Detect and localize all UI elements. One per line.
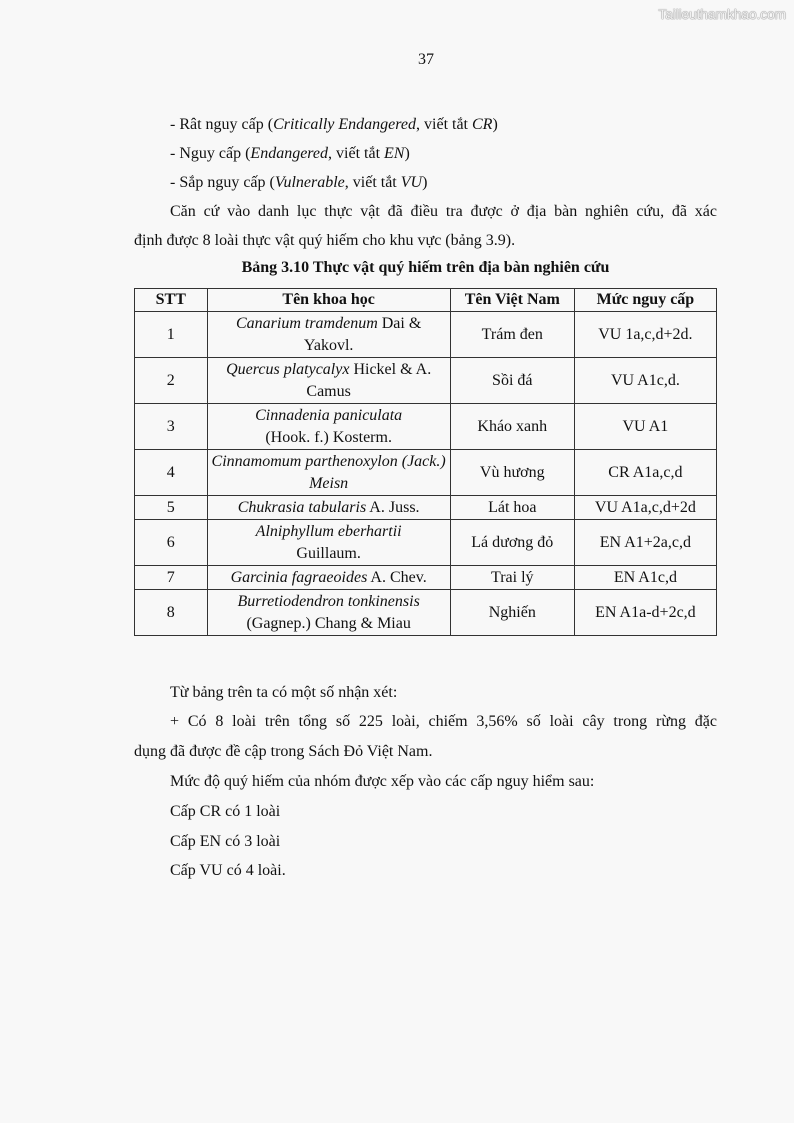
cell-scientific-name: [207, 358, 450, 404]
header-vietnamese-name: Tên Việt Nam: [450, 289, 574, 312]
author: Hickel & A. Camus: [306, 360, 432, 400]
text: ): [404, 145, 410, 162]
text: , viết tắt: [328, 145, 385, 162]
page-number: 37: [418, 51, 434, 68]
remarks-levels-intro: Mức độ quý hiếm của nhóm được xếp vào các cấp nguy hiểm sau:: [170, 773, 595, 790]
remarks-cr-count: Cấp CR có 1 loài: [170, 803, 281, 820]
species: Cinnadenia paniculata: [255, 406, 403, 424]
text: ): [492, 116, 498, 133]
cell-stt: 3: [135, 404, 208, 450]
watermark: Tailieuthamkhao.com: [658, 6, 786, 22]
text: , viết tắt: [344, 174, 401, 191]
cell-scientific-name: [207, 404, 450, 450]
author: Dai & Yakovl.: [303, 314, 422, 354]
cell-vietnamese-name: Trai lý: [450, 566, 574, 590]
cell-scientific-name: [207, 312, 450, 358]
species: Canarium tramdenum: [235, 314, 378, 332]
abbr: EN: [384, 145, 405, 162]
table-row: [135, 520, 717, 566]
table-row: [135, 566, 717, 590]
author: A. Chev.: [367, 568, 427, 586]
cell-vietnamese-name: Trám đen: [450, 312, 574, 358]
table-row: [135, 312, 717, 358]
remarks-point-line-2: dụng đã được đề cập trong Sách Đỏ Việt Nam.: [134, 743, 433, 760]
cell-threat-level: VU A1c,d.: [574, 358, 716, 404]
author: A. Juss.: [366, 498, 420, 516]
cell-threat-level: CR A1a,c,d: [574, 450, 716, 496]
species: Burretiodendron tonkinensis: [237, 592, 420, 610]
intro-line-2: định được 8 loài thực vật quý hiếm cho khu vực (bảng 3.9).: [134, 232, 516, 249]
header-stt: STT: [135, 289, 208, 312]
cell-stt: 5: [135, 496, 208, 520]
remarks-point-line-1: + Có 8 loài trên tổng số 225 loài, chiếm 3,56% số loài cây trong rừng đặc: [170, 713, 717, 730]
header-threat-level: Mức nguy cấp: [574, 289, 716, 312]
term: Critically Endangered: [273, 116, 417, 133]
cell-threat-level: VU A1: [574, 404, 716, 450]
cell-vietnamese-name: Kháo xanh: [450, 404, 574, 450]
cell-vietnamese-name: Vù hương: [450, 450, 574, 496]
table-row: [135, 450, 717, 496]
cell-stt: 6: [135, 520, 208, 566]
cell-threat-level: EN A1+2a,c,d: [574, 520, 716, 566]
cell-scientific-name: [207, 496, 450, 520]
cell-vietnamese-name: Nghiến: [450, 590, 574, 636]
remarks-heading: Từ bảng trên ta có một số nhận xét:: [170, 684, 398, 701]
cell-scientific-name: [207, 566, 450, 590]
cell-threat-level: EN A1c,d: [574, 566, 716, 590]
text: - Sắp nguy cấp (: [170, 174, 275, 191]
species: Chukrasia tabularis: [237, 498, 367, 516]
abbr: CR: [472, 116, 493, 133]
bullet-cr: [170, 115, 498, 135]
species: Cinnamomum parthenoxylon (Jack.) Meisn: [211, 452, 446, 492]
text: , viết tắt: [416, 116, 472, 133]
text: ): [422, 174, 428, 191]
species: Garcinia fagraeoides: [230, 568, 368, 586]
species: Quercus platycalyx: [226, 360, 350, 378]
author: (Gagnep.) Chang & Miau: [246, 614, 411, 632]
text: - Nguy cấp (: [170, 145, 251, 162]
cell-stt: 4: [135, 450, 208, 496]
table-caption: Bảng 3.10 Thực vật quý hiếm trên địa bàn nghiên cứu: [241, 259, 610, 276]
remarks-en-count: Cấp EN có 3 loài: [170, 833, 281, 850]
intro-line-1: Căn cứ vào danh lục thực vật đã điều tra được ở địa bàn nghiên cứu, đã xác: [170, 203, 717, 220]
cell-stt: 1: [135, 312, 208, 358]
cell-stt: 2: [135, 358, 208, 404]
cell-stt: 7: [135, 566, 208, 590]
term: Vulnerable: [274, 174, 345, 191]
bullet-en: [170, 144, 410, 164]
author: (Hook. f.) Kosterm.: [265, 428, 392, 446]
cell-threat-level: VU A1a,c,d+2d: [574, 496, 716, 520]
cell-scientific-name: [207, 590, 450, 636]
cell-vietnamese-name: Lát hoa: [450, 496, 574, 520]
table-row: [135, 404, 717, 450]
rare-plants-table: [134, 288, 717, 636]
cell-scientific-name: [207, 450, 450, 496]
table-row: [135, 496, 717, 520]
abbr: VU: [400, 174, 423, 191]
cell-vietnamese-name: Sồi đá: [450, 358, 574, 404]
table-row: [135, 590, 717, 636]
cell-scientific-name: [207, 520, 450, 566]
table-header-row: [135, 289, 717, 312]
cell-stt: 8: [135, 590, 208, 636]
remarks-vu-count: Cấp VU có 4 loài.: [170, 862, 286, 879]
author: Guillaum.: [296, 544, 361, 562]
species: Alniphyllum eberhartii: [255, 522, 402, 540]
text: - Rât nguy cấp (: [170, 116, 274, 133]
header-scientific-name: Tên khoa học: [207, 289, 450, 312]
table-row: [135, 358, 717, 404]
cell-threat-level: EN A1a-d+2c,d: [574, 590, 716, 636]
cell-threat-level: VU 1a,c,d+2d.: [574, 312, 716, 358]
term: Endangered: [250, 145, 329, 162]
bullet-vu: [170, 173, 427, 193]
cell-vietnamese-name: Lá dương đỏ: [450, 520, 574, 566]
